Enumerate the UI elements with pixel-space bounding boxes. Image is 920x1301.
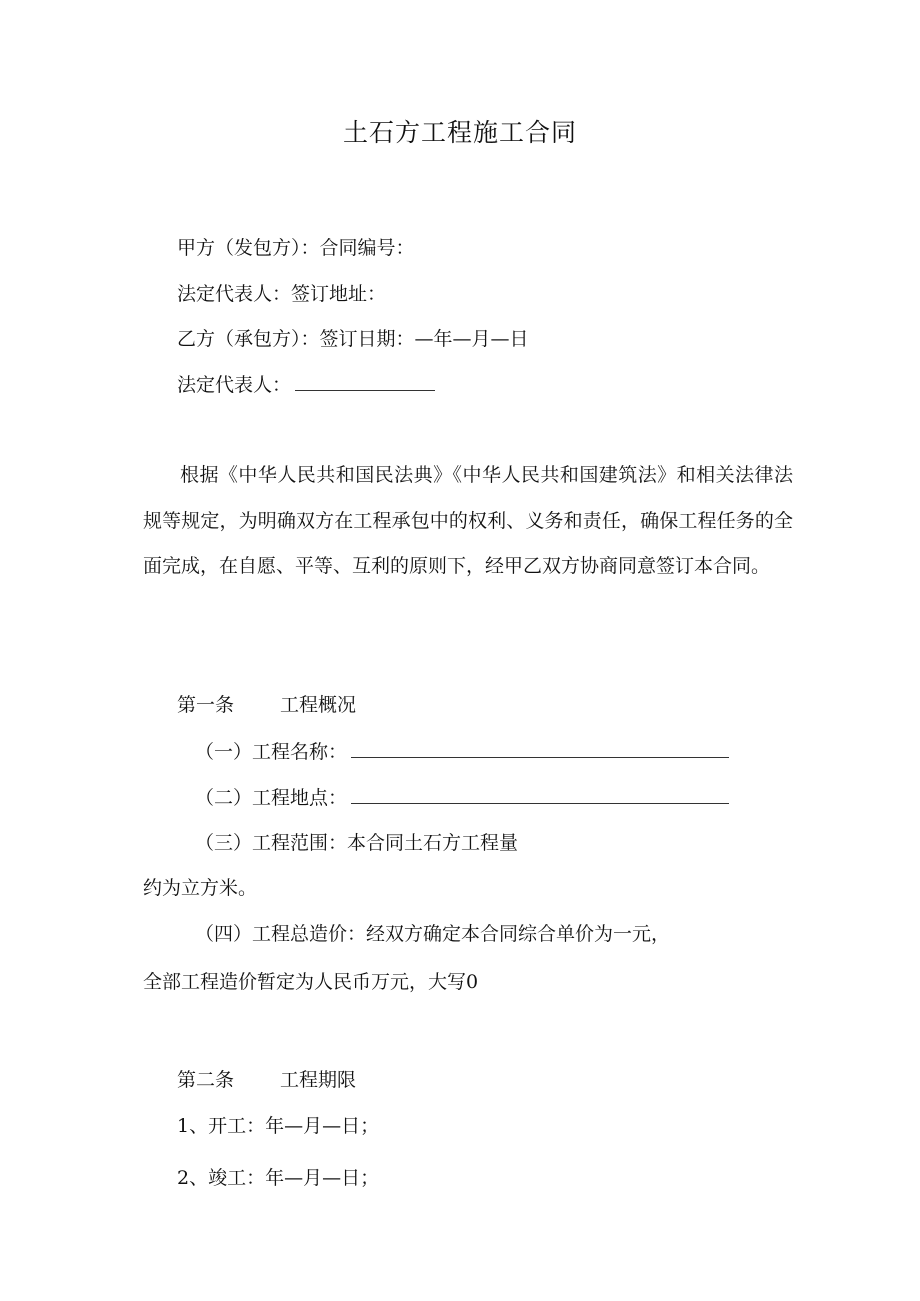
article-1-number: 第一条 [177,694,235,716]
start-date-line: 1、开工：年—月—日； [177,1115,380,1137]
article-2-number: 第二条 [177,1069,235,1091]
intro-paragraph: 根据《中华人民共和国民法典》《中华人民共和国建筑法》和相关法律法规等规定，为明确双方在工程承包中的权利、义务和责任，确保工程任务的全面完成，在自愿、平等、互利的原则下，经甲乙双方协商同意签订本合同。 [143,464,793,577]
article-1-heading [177,693,356,717]
project-scope-continuation: 约为立方米。 [143,877,258,899]
project-name-label: （一）工程名称： [195,741,348,763]
project-location-line [195,785,729,810]
party-b-representative-label: 法定代表人： [177,374,292,396]
total-cost-line: （四）工程总造价：经双方确定本合同综合单价为一元， [195,923,671,945]
completion-date-line: 2、竣工：年—月—日； [177,1167,380,1189]
party-a-line: 甲方（发包方）：合同编号： [177,237,415,259]
party-b-representative-line [177,372,435,397]
article-2-title: 工程期限 [280,1069,357,1091]
article-1-title: 工程概况 [280,694,357,716]
project-scope-line: （三）工程范围：本合同土石方工程量 [195,832,519,854]
project-location-label: （二）工程地点： [195,787,348,809]
party-b-representative-blank [295,372,435,391]
project-name-line [195,739,729,764]
article-2-heading [177,1068,356,1092]
party-b-line: 乙方（承包方）：签订日期：—年—月—日 [177,328,529,350]
project-name-blank [351,739,729,758]
party-a-representative-line: 法定代表人：签订地址： [177,283,387,305]
document-title: 土石方工程施工合同 [342,118,577,147]
project-location-blank [351,785,729,804]
total-cost-continuation: 全部工程造价暂定为人民币万元，大写0 [143,971,479,993]
